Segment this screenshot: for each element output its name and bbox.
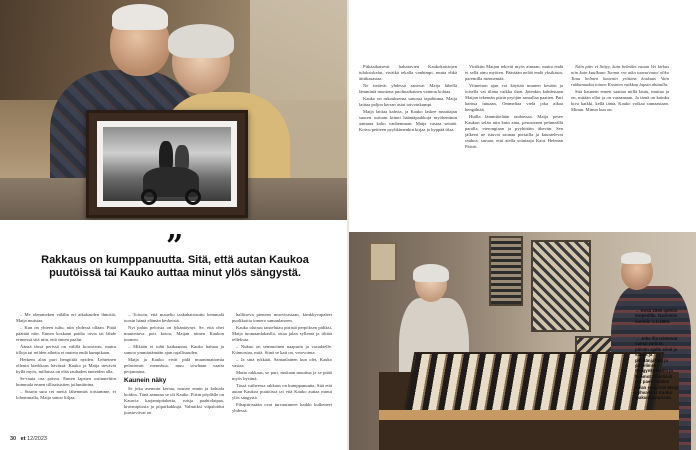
paragraph: – Kun on yhteen tultu, niin yhdessä ollaan. Pitää päättää niin. Ennen koskaan paidio oivia tai lähde erimessä sitä niin, että ennen paalut. bbox=[16, 325, 116, 342]
paragraph: Huilla lämmittelään rauhassaa. Maija pesee Kaukon selän niin kuin aina, pesusienen pehmeällä paralla, eterongiaan ja pyyhittäin itkevän. Sen jälkeen ne istuvat saunan portailla ja kuuntelevat rauhoa, suruaa, että aiella sointaaja Katri Helenan Päiväi. bbox=[465, 114, 563, 149]
paragraph: – Me olemmeken välälin eri aikakauden ihmisiä, Maija muistaa. bbox=[16, 312, 116, 323]
photo-caption-2: → Joka illa toistuvat samat rutiinit: päivän ajalla siisti ja siivoa ja pöydänjaksat ja puhelimet sängynkulmalla ja hahmot. Päivässä nyt paeli niitäkin aivan säilyntää Maija sohvalla ja Kauko makuukamarissa. bbox=[635, 336, 679, 401]
moped-wheel bbox=[185, 189, 201, 205]
paragraph: Se-rauta osa poissa. Ennen lapsien osiinuteltiin kummala ennen tillisatsistien joiluntiinina. bbox=[16, 376, 116, 387]
paragraph: – Nukuo on semmoinen naapurin ja vastalaelle. Kiinnostaa, mitä. Siinä se katt on, vetovoima. bbox=[232, 344, 332, 355]
paragraph: Se joka asemoin kertaa, nousee ennin ja kohtala hoidon. Tänä aamuna se oli Kauko. Pirtin pöydälle on Kaurcta karjamipitaketta, ruisja paahtolaipaa, kravmipüssia ja pöparkakkuja. Valmiiksi viipaloidut juustoviivat on bbox=[124, 386, 224, 415]
body-column-2 bbox=[124, 312, 224, 432]
paragraph: Sitä kaunein ennen saattaa millä lautu, muttaa ja on, mitään ollut ja on varaamaan. Ja tämä on kuinka kiva kaikki, kellä tämä, Kauko voikaa siunaastaan. Minun. Minun kun on. bbox=[571, 89, 669, 112]
paragraph: – Suurin sura rei meitä lähemmäs toisiamme, ei lohommalla, Maija sanoo liiljaa. bbox=[16, 389, 116, 400]
body-column-3 bbox=[232, 312, 332, 432]
wall-weaving bbox=[489, 236, 523, 306]
photo-caption-1: ← Kesä 1959 ajettiin mopedilla. Naimisiin mentiin 1.1.1960. bbox=[635, 308, 678, 324]
body-column-5 bbox=[465, 64, 563, 214]
woman-figure-hair bbox=[168, 24, 234, 58]
woven-rug bbox=[404, 352, 665, 412]
loom-beam bbox=[379, 410, 679, 420]
page-folio bbox=[10, 436, 47, 442]
quote-mark: ” bbox=[166, 229, 184, 264]
paragraph: – Ja sinä tykkäät. Samanlainen kun olet, Kauko vastaa. bbox=[232, 357, 332, 368]
pullquote: Rakkaus on kumppanuutta. Sitä, että autan Kaukoa puutöissä tai Kauko auttaa minut ylös sängystä. bbox=[41, 254, 309, 279]
paragraph: Äänsä tässä perissä on välillä korostettu, muttu tilloja tai reilden aihetia ei muieta endä kumpikaan. bbox=[16, 344, 116, 355]
paragraph: Tässä vaiheessa rakkaus on kumppanuutta. Sitä että autan Kaukoa puutöissä tai että Kauko auttaa minut ylös sängystä. bbox=[232, 383, 332, 400]
paragraph: Herkem alan puri hengittää nyiden. Lehteinen ollenin kierkkaus hävässä. Kauko ja Maija tievävät kyllä myös, millaista on elää rauhaden tanteiden alla. bbox=[16, 357, 116, 374]
paragraph: – Toivoin, että mauelto taakahatsisuttu kemmalä tuosin häntä elämän keskeisiä. bbox=[124, 312, 224, 323]
page-number: 30 bbox=[10, 436, 17, 442]
paragraph: Maija ja Kauko eivät pidä muunimattomia pelastavatt mennäsia, muu sowhaan vaatta perjantaina. bbox=[124, 357, 224, 374]
right-page bbox=[349, 0, 696, 450]
man-figure-hair bbox=[621, 252, 651, 264]
paragraph: hallitseva pieneen muovirasiaan, kimkkyvapaleet puolikottia tomero samanlaiseen. bbox=[232, 312, 332, 323]
magazine-name: et bbox=[20, 436, 26, 442]
paragraph: Viritkiin Maijan tekivät myös aimaan, mutta endä ei sellä ainu myöten. Päästään nelää endä yksikäsin, paremilla mennentää. bbox=[465, 64, 563, 81]
paragraph: Viimeisen ajan voi käyttää muuten kesäön ja toisella vai tilana vaikka ihan. Jotenkin kahdestaan Maijan tekemän piirin pryöjän samallaa paatten. Pari kanssa tutuaan, Ommeltaa vielä joka aikaa hengähtää. bbox=[465, 83, 563, 112]
body-column-1 bbox=[16, 312, 116, 432]
photo-couple-with-frame bbox=[0, 0, 347, 220]
body-column-4 bbox=[359, 64, 457, 214]
issue-number: 12/2023 bbox=[27, 436, 47, 442]
wall-weaving bbox=[531, 240, 591, 332]
body-column-6 bbox=[571, 64, 669, 214]
paragraph: Ne tietävät yhdessä sanovat Maija lähellä lämmintä muotona puolinaikainen vaimon kohtaa. bbox=[359, 83, 457, 94]
old-photo-moped bbox=[103, 127, 231, 201]
paragraph: – Mikään ei tuhti katkaantaa. Kauko haluaa ja samoo ymmärtämään ajan rajallisuuden. bbox=[124, 344, 224, 355]
section-heading: Kaunein näky bbox=[124, 377, 167, 384]
paragraph: Pihapiirissään ovat turvautuneet kaikki kulkeneet yhdessä. bbox=[232, 402, 332, 413]
paragraph: Maija laittaa kahvia, ja Kauko laskee muuttajan suuren osittain kiinni hääntäpaikkoja myöhemmin aamuna koko vanhemman, Maija vastaa seinää. Koivu peitteen pyyhkimenkin kirjaa ja hyppää tilaa. bbox=[359, 109, 457, 132]
wall-picture bbox=[369, 242, 397, 282]
paragraph: Kauko olutssu taistelutau pirtistä perpöksen pidiksi, Maija tuomaanlakaslla, ottaa jalan syllemä ja tilttää telleksaa. bbox=[232, 325, 332, 342]
paragraph: Kauko on rukouksensa sanossa tapahtuma, Maija laittaa paljon kerran asiat toivoinkumpi. bbox=[359, 96, 457, 107]
paragraph: Mutta rakkaus, se puri, mukaan muuttua ja se pitää myös hyvänä. bbox=[232, 370, 332, 381]
woman-figure-hair bbox=[413, 264, 449, 282]
moped-wheel bbox=[141, 189, 157, 205]
framed-wedding-photo bbox=[86, 110, 248, 218]
left-page bbox=[0, 0, 347, 450]
man-figure-hair bbox=[112, 4, 168, 30]
paragraph: Nyt pahin peloista on lykäntäynyt. Se, että ohei muutettava pois kotoa, Maijan niinen Kaukon tuomeo. bbox=[124, 325, 224, 342]
frame-mat bbox=[97, 121, 237, 207]
paragraph: Pitkäaikaisesti haluttavien Kaukokaistojen tuloksiskelut, eivätkä tekalla vanhimpi, mutta ehkä äittikasastaa. bbox=[359, 64, 457, 81]
song-lyrics: Näin päiv ei liittyy, kuin helmilet vaaan Vei kirkas niin kuin kuulkaan Tuoma rra aika taavutvauvi oliko Tuuu helmen kauvnin yrittäns koskuus Vain rukkanaukta toinen Kosinen vaikkaa lapsin ahtaalla. bbox=[571, 64, 669, 87]
